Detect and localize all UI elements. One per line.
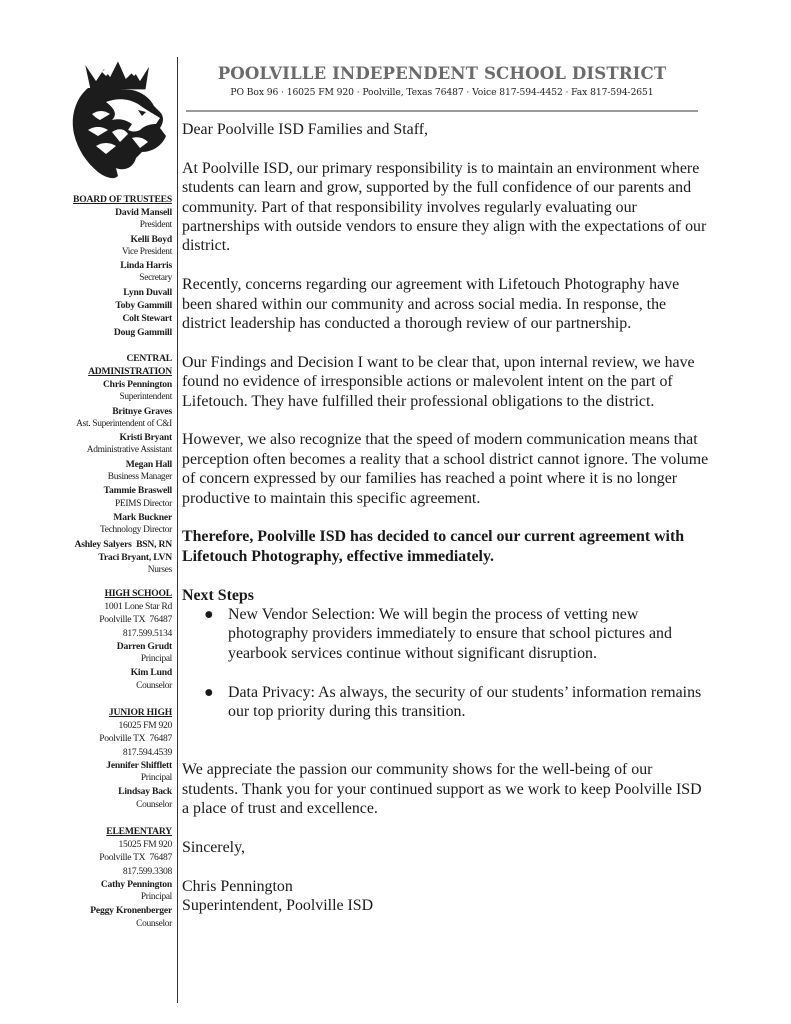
member-name: Peggy Kronenberger [90, 905, 172, 917]
closing-paragraph: We appreciate the passion our community shows for the well-being of our students. Thank you for your continued support as we work to keep Poolville ISD a place of trust and excellence. [182, 761, 702, 818]
member-name: Tammie Braswell [103, 485, 172, 497]
header-divider [186, 110, 698, 112]
letterhead-header [186, 62, 698, 101]
district-name: POOLVILLE INDEPENDENT SCHOOL DISTRICT [217, 63, 667, 83]
member-role: Secretary [139, 273, 172, 284]
member-name: Chris Pennington [102, 379, 172, 390]
phone-number: 817.594.4539 [122, 746, 172, 758]
paragraph: Recently, concerns regarding our agreement with Lifetouch Photography have been shared within our community and across social media. In response, the district leadership has conducted a thorough review of our partnership. [182, 276, 680, 333]
member-role: President [139, 220, 172, 231]
member-name: Colt Stewart [122, 313, 172, 325]
next-steps-list [182, 605, 712, 721]
signer-title: Superintendent, Poolville ISD [182, 897, 374, 915]
list-item-text: Data Privacy: As always, the security of our students’ information remains our top priority during this transition. [228, 683, 702, 721]
address-line: 16025 FM 920 [118, 720, 172, 731]
address-line: Poolville TX 76487 [99, 733, 172, 745]
member-name: Kim Lund [130, 667, 172, 679]
section-title: ELEMENTARY [106, 826, 172, 837]
address-line: Poolville TX 76487 [99, 614, 172, 626]
member-name: Cathy Pennington [100, 878, 172, 890]
member-role: Vice President [121, 246, 172, 257]
member-role: Principal [140, 773, 172, 784]
paragraph: At Poolville ISD, our primary responsibility is to maintain an environment where students can learn and grow, supported by the full confidence of our parents and community. Part of that responsibility involves regularly evaluating our partnerships with outside vendors to ensure they align with the expectations of our district. [182, 159, 707, 255]
phone-number: 817.599.3308 [122, 865, 172, 877]
member-role: Business Manager [107, 472, 172, 483]
phone-number: 817.599.5134 [122, 627, 172, 639]
signoff: Sincerely, [182, 838, 245, 856]
junior-high-section [22, 706, 172, 812]
member-name: Jennifer Shifflett [106, 759, 172, 771]
elementary-section [22, 825, 172, 931]
member-role: Nurses [147, 565, 172, 576]
member-role: Administrative Assistant [86, 445, 172, 456]
member-name: Megan Hall [125, 458, 172, 470]
next-steps-heading: Next Steps [182, 586, 254, 604]
member-role: Ast. Superintendent of C&I [76, 418, 172, 429]
section-title: JUNIOR HIGH [108, 707, 172, 718]
member-name: Kristi Bryant [119, 432, 172, 444]
member-name: Traci Bryant, LVN [98, 551, 172, 563]
member-role: Principal [140, 654, 172, 665]
member-name: Mark Buckner [113, 511, 172, 523]
paragraph: Our Findings and Decision I want to be clear that, upon internal review, we have found no evidence of irresponsible actions or malevolent intent on the part of Lifetouch. They have fulfilled their professional obligations to the district. [182, 353, 695, 410]
list-item [204, 683, 712, 722]
section-title: ADMINISTRATION [88, 366, 172, 377]
paragraph: However, we also recognize that the speed of modern communication means that perception often becomes a reality that a school district cannot ignore. The volume of concern expressed by our families has reached a point where it is no longer productive to maintain this specific agreement. [182, 431, 709, 507]
vertical-divider [177, 57, 178, 1003]
member-name: Doug Gammill [113, 326, 172, 338]
bullet-icon: ● [204, 683, 214, 701]
address-line: 15025 FM 920 [118, 839, 172, 850]
member-role: Counselor [136, 918, 172, 929]
member-name: Toby Gammill [115, 300, 172, 312]
section-title: HIGH SCHOOL [104, 588, 172, 599]
member-name: Darren Grudt [116, 640, 172, 652]
member-name: Lynn Duvall [123, 286, 172, 298]
section-title: CENTRAL [126, 353, 172, 364]
member-role: PEIMS Director [115, 498, 172, 509]
bullet-icon: ● [204, 606, 214, 624]
member-name: Kelli Boyd [130, 233, 172, 245]
salutation: Dear Poolville ISD Families and Staff, [182, 121, 428, 138]
address-line: Poolville TX 76487 [99, 852, 172, 864]
member-role: Principal [140, 892, 172, 903]
section-title: BOARD OF TRUSTEES [73, 194, 172, 205]
decision-statement: Therefore, Poolville ISD has decided to cancel our current agreement with Lifetouch Photography, effective immediately. [182, 528, 685, 565]
member-name: David Mansell [115, 207, 172, 218]
district-address: PO Box 96 · 16025 FM 920 · Poolville, Texas 76487 · Voice 817-594-4452 · Fax 817-594-2651 [230, 87, 654, 98]
crowned-lion-logo-icon [66, 58, 172, 182]
spacer [182, 741, 712, 760]
list-item-text: New Vendor Selection: We will begin the process of vetting new photography providers immediately to ensure that school pictures and yearbook services continue without significant disruption. [228, 606, 672, 662]
member-name: Ashley Salyers BSN, RN [74, 538, 172, 550]
member-name: Britnye Graves [112, 405, 172, 417]
list-item [204, 605, 712, 663]
member-name: Lindsay Back [118, 786, 172, 798]
member-role: Technology Director [100, 525, 172, 536]
member-name: Linda Harris [120, 260, 172, 272]
member-role: Counselor [136, 680, 172, 691]
signer-name: Chris Pennington [182, 877, 293, 895]
high-school-section [22, 587, 172, 693]
member-role: Superintendent [119, 392, 172, 403]
board-of-trustees-section [22, 193, 172, 339]
address-line: 1001 Lone Star Rd [104, 601, 172, 612]
central-administration-section [22, 352, 172, 577]
member-role: Counselor [136, 799, 172, 810]
letter-body [182, 120, 712, 915]
